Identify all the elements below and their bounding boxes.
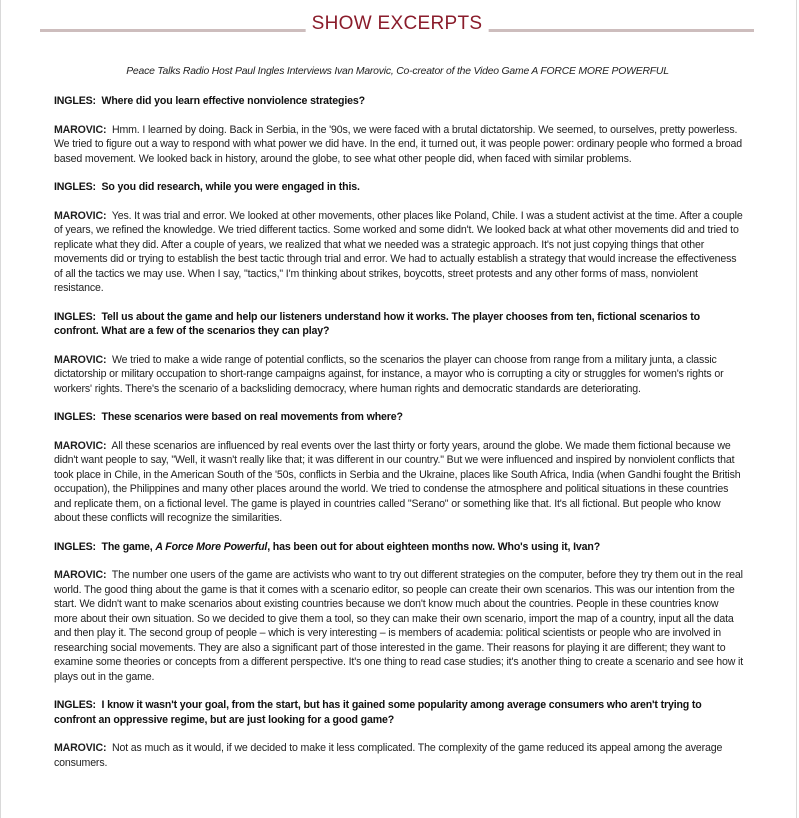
speaker-label: MAROVIC: [54,123,107,136]
answer-3 [54,353,744,397]
speaker-label: MAROVIC: [54,353,107,366]
question-text: Where did you learn effective nonviolence strategies? [101,95,365,107]
answer-5 [54,568,744,684]
interview-byline: Peace Talks Radio Host Paul Ingles Interviews Ivan Marovic, Co-creator of the Video Game A FORCE MORE POWERFUL [126,66,669,77]
speaker-label: INGLES: [54,95,96,107]
game-title: A Force More Powerful [155,540,268,553]
answer-2 [54,209,744,296]
interview-transcript [54,94,744,770]
speaker-label: INGLES: [54,181,96,193]
answer-1 [54,123,744,167]
answer-6 [54,741,744,770]
question-1 [54,94,744,109]
question-text-tail: , has been out for about eighteen months now. Who's using it, Ivan? [267,540,601,553]
section-header [40,6,754,36]
answer-text: Yes. It was trial and error. We looked at other movements, other places like Poland, Chile. I was a student activist at the time. After a couple of years, we refined the knowledge. We tried different tactics. Some worked and some didn't. We looked back at what other movements did and tried to replicate what they did. After a couple of years, we realized that what we needed was a strategic approach. It's not just copying things that other movements did or trying to establish the best tactic through trial and error. We had to actually establish a strategy that would increase the effectiveness of all the tactics we may use. When I say, "tactics," I'm thinking about strikes, boycotts, street protests and any other forms of mass, nonviolent resistance. [54,209,743,294]
question-text-lead: The game, [101,540,156,553]
answer-text: We tried to make a wide range of potential conflicts, so the scenarios the player can choose from range from a military junta, a classic dictatorship or military occupation to short-range campaigns against, for instance, a mayor who is corrupting a city or struggles for women's rights or workers' rights. There's the scenario of a backsliding democracy, where human rights and democratic standards are deteriorating. [54,353,724,395]
question-4 [54,410,744,425]
speaker-label: MAROVIC: [54,742,107,754]
question-text: These scenarios were based on real movements from where? [101,411,403,423]
speaker-label: MAROVIC: [54,439,107,452]
speaker-label: MAROVIC: [54,569,107,581]
question-6 [54,698,744,727]
question-text: So you did research, while you were engaged in this. [101,181,360,193]
question-text: I know it wasn't your goal, from the start, but has it gained some popularity among average consumers who aren't trying to confront an oppressive regime, but are just looking for a good game? [54,699,702,726]
speaker-label: MAROVIC: [54,209,107,222]
speaker-label: INGLES: [54,699,96,711]
speaker-label: INGLES: [54,411,96,423]
answer-text: All these scenarios are influenced by real events over the last thirty or forty years, around the globe. We made them fictional because we didn't want people to say, "Well, it wasn't really like that; it was different in our country." But we were influenced and inspired by nonviolent conflicts that took place in Chile, in the American South of the '50s, conflicts in Serbia and the Ukraine, places like South Africa, India (when Gandhi fought the British occupation), the Philippines and many other places around the world. We tried to condense the atmosphere and political situations in these countries and replicate them, on a fictional level. The game is played in countries called "Serano" or something like that. It's all fictional. But people who know about these conflicts will recognize the similarities. [54,439,741,524]
section-title: SHOW EXCERPTS [306,14,489,34]
question-5 [54,540,744,555]
speaker-label: INGLES: [54,310,96,323]
answer-text: Hmm. I learned by doing. Back in Serbia, in the '90s, we were faced with a brutal dictatorship. We seemed, to ourselves, pretty powerless. We tried to figure out a way to respond with what power we did have. In the end, it turned out, it was people power: ordinary people who formed a broad based movement. We looked back in history, around the globe, to see what other people did, when faced with similar problems. [54,123,742,165]
question-3 [54,310,744,339]
speaker-label: INGLES: [54,540,96,553]
answer-4 [54,439,744,526]
answer-text: The number one users of the game are activists who want to try out different strategies on the computer, before they try them out in the real world. The good thing about the game is that it comes with a scenario editor, so people can create their own scenarios. This was our intention from the start. We didn't want to make scenarios about existing countries because we don't know much about the countries. People in these countries know more about their own situation. So we decided to give them a tool, so they can make their own scenario, import the map of a country, input all the data and then play it. The second group of people – which is very interesting – is members of academia: political scientists or people who are involved in researching social movements. They are also a significant part of those interested in the game. Their reasons for playing it are different; they want to examine some theories or concepts from a different perspective. It's one thing to read case studies; it's another thing to create a scenario and see how it plays out in the game. [54,569,744,683]
question-text: Tell us about the game and help our listeners understand how it works. The player chooses from ten, fictional scenarios to confront. What are a few of the scenarios they can play? [54,310,700,337]
answer-text: Not as much as it would, if we decided to make it less complicated. The complexity of the game reduced its appeal among the average consumers. [54,742,723,769]
question-2 [54,180,744,195]
